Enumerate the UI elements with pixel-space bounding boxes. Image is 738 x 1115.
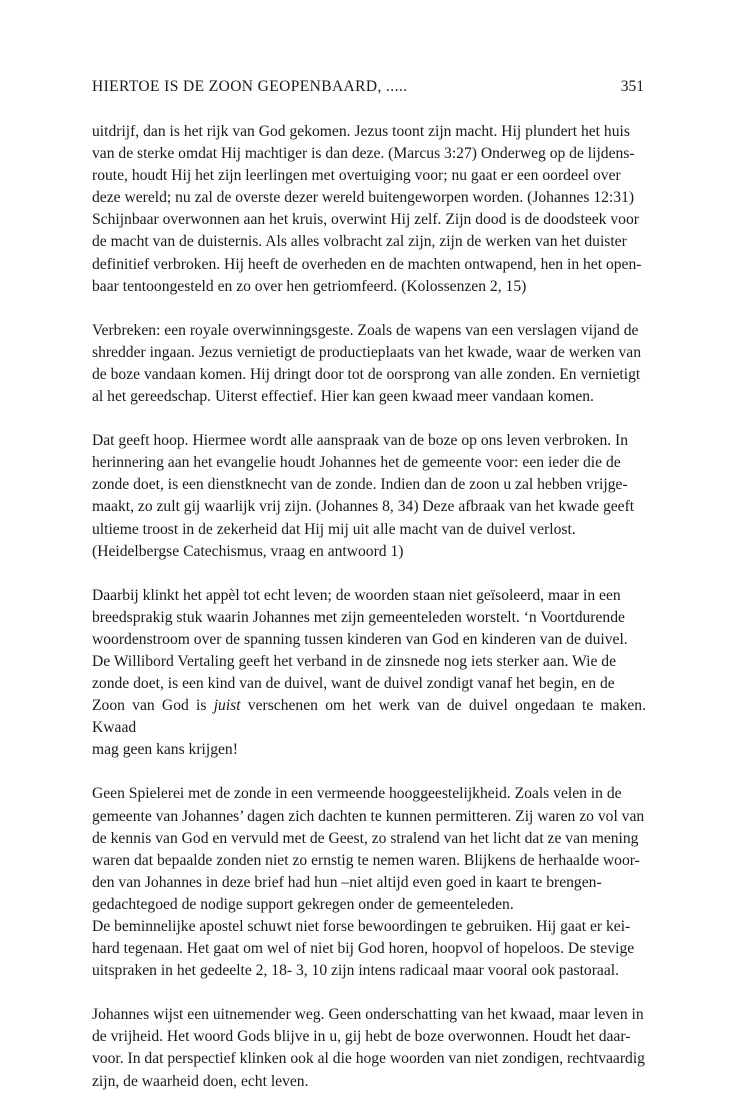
text-line: mag geen kans krijgen! — [92, 741, 238, 759]
body-text — [92, 121, 646, 1115]
paragraph — [92, 320, 646, 408]
text-line: breedsprakig stuk waarin Johannes met zijn gemeenteleden worstelt. ‘n Voortdurende — [92, 608, 625, 626]
text-line: waren dat bepaalde zonden niet zo ernstig te nemen waren. Blijkens de herhaalde woor- — [92, 851, 640, 869]
chapter-title: HIERTOE IS DE ZOON GEOPENBAARD, ..... — [92, 78, 408, 95]
text-line: de macht van de duisternis. Als alles volbracht zal zijn, zijn de werken van het duister — [92, 233, 627, 251]
text-line: Schijnbaar overwonnen aan het kruis, overwint Hij zelf. Zijn dood is de doodsteek voor — [92, 211, 639, 229]
paragraph — [92, 783, 646, 916]
text-line: zonde doet, is een kind van de duivel, want de duivel zondigt vanaf het begin, en de — [92, 675, 615, 693]
text-line: gemeente van Johannes’ dagen zich dachten te kunnen permitteren. Zij waren zo vol van — [92, 807, 645, 825]
text-line: maakt, zo zult gij waarlijk vrij zijn. (Johannes 8, 34) Deze afbraak van het kwade geeft — [92, 498, 635, 516]
paragraph — [92, 585, 646, 762]
text-line: route, houdt Hij het zijn leerlingen met overtuiging voor; nu gaat er een oordeel over — [92, 167, 621, 185]
text-line: de boze vandaan komen. Hij dringt door tot de oorsprong van alle zonden. En vernietigt — [92, 365, 641, 383]
text-line: De beminnelijke apostel schuwt niet forse bewoordingen te gebruiken. Hij gaat er kei- — [92, 918, 631, 935]
text-line: gedachtegoed de nodige support gekregen onder de gemeenteleden. — [92, 895, 514, 913]
paragraph — [92, 1004, 646, 1092]
paragraph — [92, 916, 646, 982]
text-line: al het gereedschap. Uiterst effectief. Hier kan geen kwaad meer vandaan komen. — [92, 388, 594, 406]
text-line: de vrijheid. Het woord Gods blijve in u, gij hebt de boze overwonnen. Houdt het daar- — [92, 1028, 631, 1046]
text-line: Dat geeft hoop. Hiermee wordt alle aanspraak van de boze op ons leven verbroken. In — [92, 432, 629, 450]
text-line: Daarbij klinkt het appèl tot echt leven; de woorden staan niet geïsoleerd, maar in een — [92, 586, 621, 604]
text-line: zijn, de waarheid doen, echt leven. — [92, 1072, 309, 1090]
text-line: definitief verbroken. Hij heeft de overheden en de machten ontwapend, hen in het open- — [92, 255, 642, 273]
running-header — [92, 76, 644, 98]
text-segment: verschenen om het werk van de duivel ongedaan te maken. Kwaad — [92, 697, 646, 737]
paragraph — [92, 121, 646, 298]
text-segment: Zoon van God is — [92, 697, 214, 715]
paragraph — [92, 430, 646, 563]
text-line: Johannes wijst een uitnemender weg. Geen onderschatting van het kwaad, maar leven in — [92, 1006, 644, 1024]
text-line: de kennis van God en vervuld met de Geest, zo stralend van het licht dat ze van mening — [92, 829, 639, 847]
text-line: herinnering aan het evangelie houdt Johannes het de gemeente voor: een ieder die de — [92, 454, 621, 472]
text-line: Verbreken: een royale overwinningsgeste. Zoals de wapens van een verslagen vijand de — [92, 321, 639, 339]
text-line — [92, 695, 646, 739]
text-line: Geen Spielerei met de zonde in een vermeende hooggeestelijkheid. Zoals velen in de — [92, 785, 622, 803]
page-number: 351 — [620, 78, 644, 95]
text-line: ultieme troost in de zekerheid dat Hij mij uit alle macht van de duivel verlost. — [92, 520, 576, 538]
text-line: shredder ingaan. Jezus vernietigt de productieplaats van het kwade, waar de werken van — [92, 343, 642, 361]
text-line: woordenstroom over de spanning tussen kinderen van God en kinderen van de duivel. — [92, 630, 628, 648]
text-line: zonde doet, is een dienstknecht van de zonde. Indien dan de zoon u zal hebben vrijge- — [92, 476, 628, 494]
text-line: van de sterke omdat Hij machtiger is dan deze. (Marcus 3:27) Onderweg op de lijdens- — [92, 145, 635, 163]
text-line: uitspraken in het gedeelte 2, 18- 3, 10 zijn intens radicaal maar vooral ook pastoraal. — [92, 962, 619, 980]
text-line: baar tentoongesteld en zo over hen getriomfeerd. (Kolossenzen 2, 15) — [92, 277, 527, 295]
text-line: den van Johannes in deze brief had hun –niet altijd even goed in kaart te brengen- — [92, 873, 602, 891]
emphasis: juist — [213, 697, 241, 715]
text-line: uitdrijf, dan is het rijk van God gekomen. Jezus toont zijn macht. Hij plundert het huis — [92, 123, 630, 140]
text-line: deze wereld; nu zal de overste dezer wereld buitengeworpen worden. (Johannes 12:31) — [92, 189, 635, 207]
text-line: De Willibord Vertaling geeft het verband in de zinsnede nog iets sterker aan. Wie de — [92, 652, 616, 670]
text-line: voor. In dat perspectief klinken ook al die hoge woorden van niet zondigen, rechtvaardig — [92, 1050, 645, 1068]
text-line: hard tegenaan. Het gaat om wel of niet bij God horen, hoopvol of hopeloos. De stevige — [92, 940, 635, 958]
text-line: (Heidelbergse Catechismus, vraag en antwoord 1) — [92, 542, 404, 560]
